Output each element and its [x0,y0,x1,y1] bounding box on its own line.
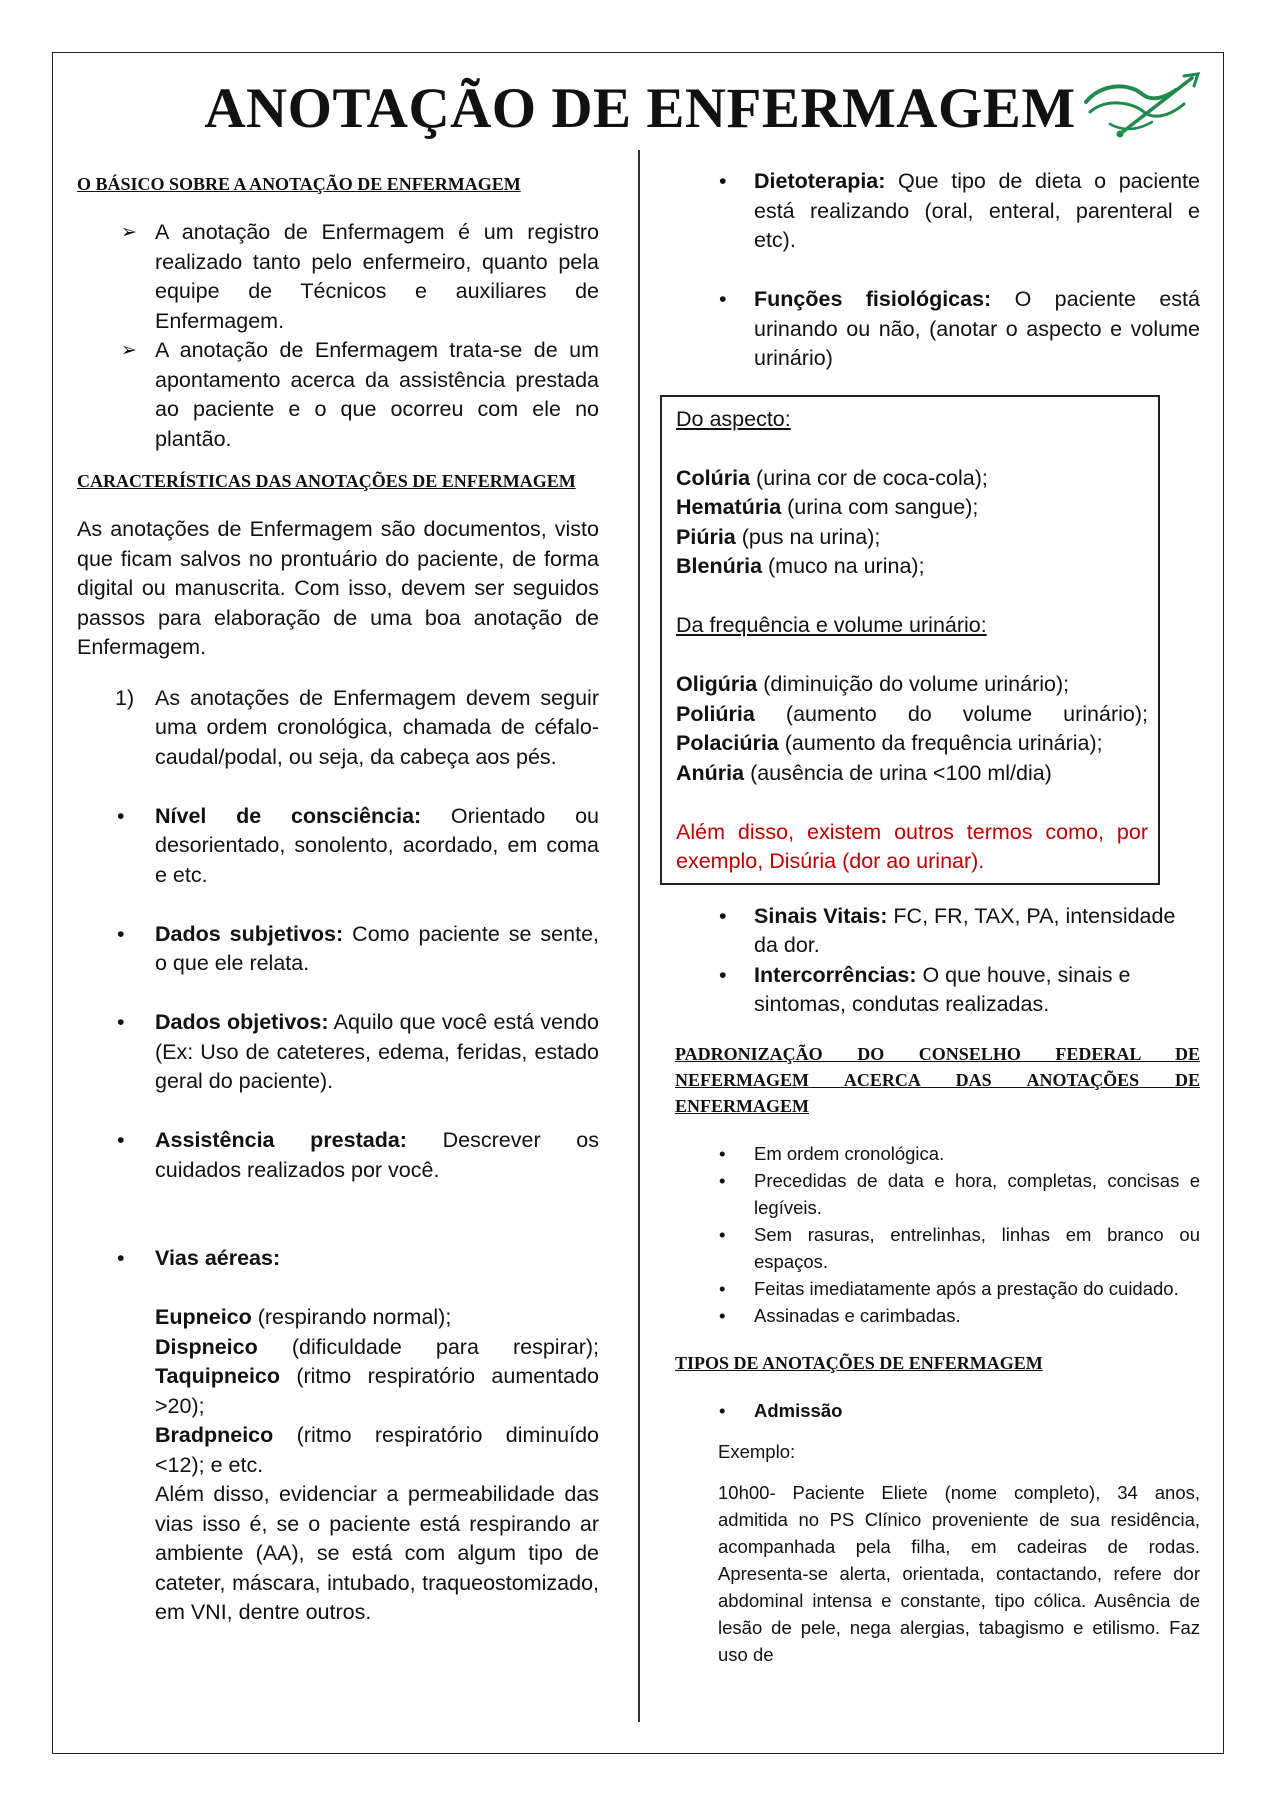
term-polaciuria: Polaciúria (aumento da frequência urinária); [676,731,1103,755]
frequency-heading: Da frequência e volume urinário: [676,613,987,637]
list-item: • Sem rasuras, entrelinhas, linhas em branco ou espaços. [675,1221,1200,1275]
term-piuria: Piúria (pus na urina); [676,524,881,549]
list-item: • Em ordem cronológica. [675,1140,1200,1167]
section-heading-caracteristicas: CARACTERÍSTICAS DAS ANOTAÇÕES DE ENFERMAGEM [77,471,576,491]
urinary-terms-box [660,395,1160,885]
term-eupneico: Eupneico (respirando normal); [155,1305,452,1329]
list-item: ➢ A anotação de Enfermagem trata-se de um apontamento acerca da assistência prestada ao paciente e o que ocorreu com ele no plantão. [77,336,599,454]
term-poliuria: Poliúria (aumento do volume urinário); [676,701,1148,726]
list-item-sinais-vitais: • Sinais Vitais: FC, FR, TAX, PA, intensidade da dor. [675,902,1200,961]
right-column [675,167,1200,1668]
caduceus-logo-icon [1080,72,1204,142]
caracteristicas-paragraph: As anotações de Enfermagem são documentos, visto que ficam salvos no prontuário do paciente, de forma digital ou manuscrita. Com isso, devem ser seguidos passos para elaboração de uma boa anotação de Enfermagem. [77,517,599,659]
vias-terms [77,1303,599,1628]
term-anuria: Anúria (ausência de urina <100 ml/dia) [676,760,1052,785]
basico-list [77,218,599,454]
list-item-dados-subjetivos: • Dados subjetivos: Como paciente se sente, o que ele relata. [77,920,599,979]
section-heading-tipos: TIPOS DE ANOTAÇÕES DE ENFERMAGEM [675,1352,1043,1373]
list-item-intercorrencias: • Intercorrências: O que houve, sinais e sintomas, condutas realizadas. [675,961,1200,1020]
list-item-vias-aereas: • Vias aéreas: [77,1244,599,1274]
vias-extra-paragraph: Além disso, evidenciar a permeabilidade das vias isso é, se o paciente está respirando ar ambiente (AA), se está com algum tipo de cateter, máscara, intubado, traqueostomizado, em VNI, dentre outros. [155,1482,599,1624]
example-label: Exemplo: [718,1440,796,1462]
left-column [77,171,599,1628]
column-divider [638,150,640,1722]
term-taquipneico: Taquipneico (ritmo respiratório aumentado >20); [155,1364,599,1418]
list-item: • Assinadas e carimbadas. [675,1302,1200,1329]
list-item: • Precedidas de data e hora, completas, concisas e legíveis. [675,1167,1200,1221]
list-item-dados-objetivos: • Dados objetivos: Aquilo que você está vendo (Ex: Uso de cateteres, edema, feridas, estado geral do paciente). [77,1008,599,1097]
list-item-assistencia: • Assistência prestada: Descrever os cuidados realizados por você. [77,1126,599,1185]
term-dispneico: Dispneico (dificuldade para respirar); [155,1334,599,1359]
section-heading-padronizacao: PADRONIZAÇÃO DO CONSELHO FEDERAL DE NEFERMAGEM ACERCA DAS ANOTAÇÕES DE ENFERMAGEM [675,1043,1200,1116]
example-text: 10h00- Paciente Eliete (nome completo), 34 anos, admitida no PS Clínico proveniente de sua residência, acompanhada pela filha, em cadeiras de rodas. Apresenta-se alerta, orientada, contactando, refere dor abdominal intensa e constante, tipo cólica. Ausência de lesão de pele, nega alergias, tabagismo e etilismo. Faz uso de [718,1481,1200,1665]
section-heading-basico: O BÁSICO SOBRE A ANOTAÇÃO DE ENFERMAGEM [77,174,521,194]
numbered-list [77,684,599,773]
list-item: ➢ A anotação de Enfermagem é um registro realizado tanto pelo enfermeiro, quanto pela equipe de Técnicos e auxiliares de Enfermagem. [77,218,599,336]
list-item-dietoterapia: • Dietoterapia: Que tipo de dieta o paciente está realizando (oral, enteral, parenteral e etc). [675,167,1200,256]
term-blenuria: Blenúria (muco na urina); [676,554,925,578]
list-item: 1) As anotações de Enfermagem devem seguir uma ordem cronológica, chamada de céfalo-caudal/podal, ou seja, da cabeça aos pés. [77,684,599,773]
list-item-admissao: • Admissão [675,1397,1200,1424]
padronizacao-list [675,1140,1200,1329]
term-oliguria: Oligúria (diminuição do volume urinário); [676,672,1070,696]
term-coluria: Colúria (urina cor de coca-cola); [676,465,988,490]
list-item: • Feitas imediatamente após a prestação do cuidado. [675,1275,1200,1302]
box-note: Além disso, existem outros termos como, por exemplo, Disúria (dor ao urinar). [676,819,1148,873]
term-hematuria: Hematúria (urina com sangue); [676,495,979,519]
term-bradpneico: Bradpneico (ritmo respiratório diminuído <12); e etc. [155,1423,599,1477]
page-title: ANOTAÇÃO DE ENFERMAGEM [204,77,1076,140]
bullet-list [77,802,599,891]
list-item-funcoes-fisiologicas: • Funções fisiológicas: O paciente está urinando ou não, (anotar o aspecto e volume urinário) [675,285,1200,374]
list-item-nivel-consciencia: • Nível de consciência: Orientado ou desorientado, sonolento, acordado, em coma e etc. [77,802,599,891]
aspect-heading: Do aspecto: [676,406,791,431]
